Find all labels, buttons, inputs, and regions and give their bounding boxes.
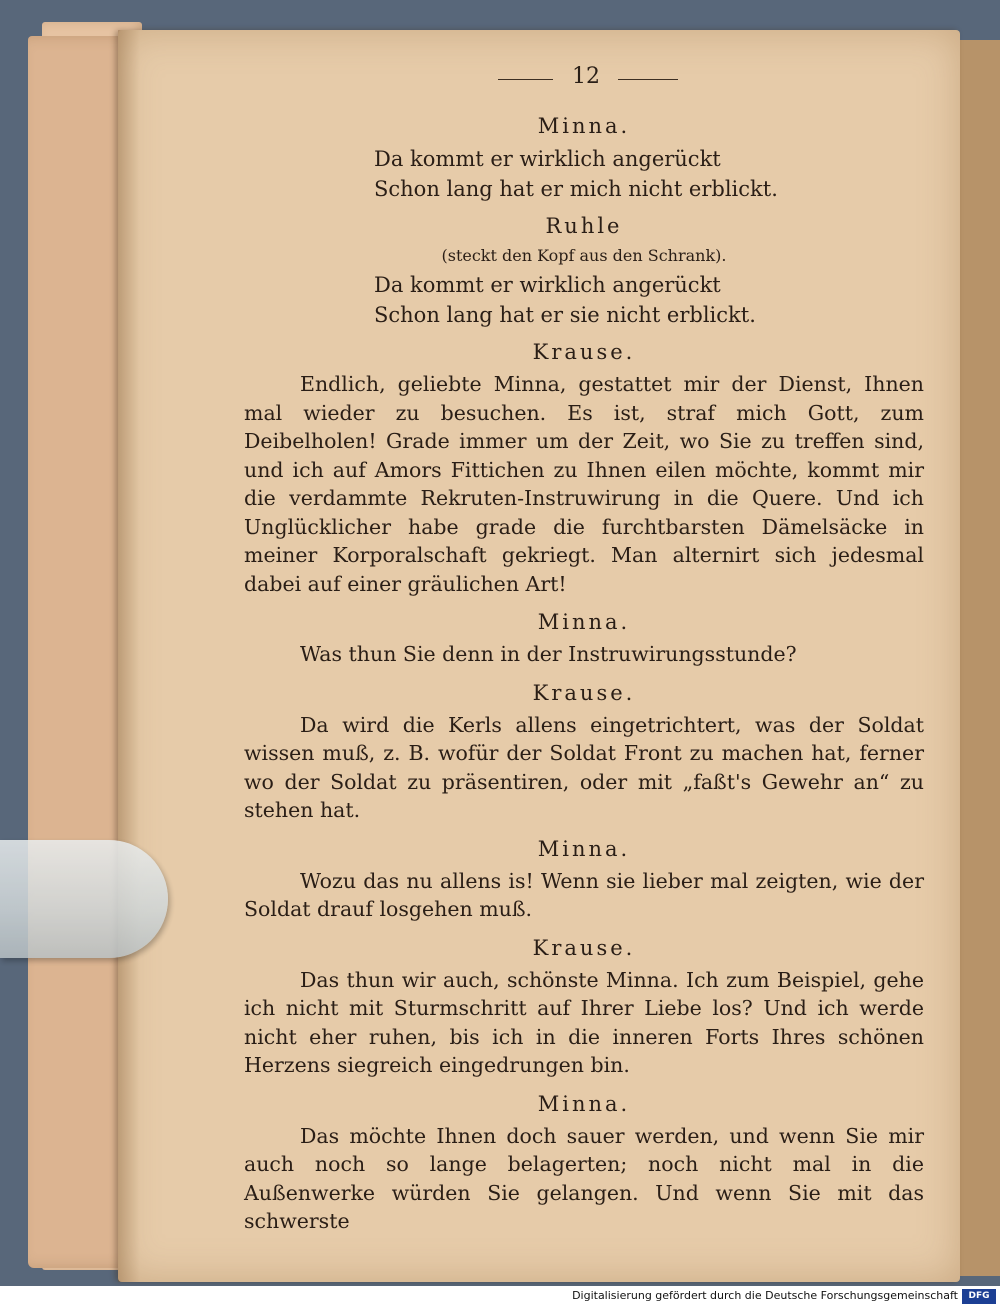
dialogue-block	[244, 934, 924, 1080]
dialogue-text: Endlich, geliebte Minna, gestattet mir der Dienst, Ihnen mal wieder zu besuchen. Es ist, straf mich Gott, zum Deibelholen! Grade immer um der Zeit, wo Sie zu treffen sind, und ich auf Amors Fittichen zu Ihnen eilen möchte, kommt mir die verdammte Rekruten-Instruwirung in die Quere. Und ich Unglücklicher habe grade die furchtbarsten Dämelsäcke in meiner Korporalschaft gekriegt. Man alternirt sich jedesmal dabei auf einer gräulichen Art!	[244, 372, 924, 596]
verse-line: Schon lang hat er sie nicht erblickt.	[374, 303, 756, 327]
speaker-name: Minna.	[537, 1091, 631, 1116]
page-text	[244, 110, 924, 1246]
speaker-name: Krause.	[532, 680, 636, 705]
dialogue-block	[244, 608, 924, 669]
dialogue-block	[244, 1090, 924, 1236]
verse-line: Da kommt er wirklich angerückt	[374, 147, 721, 171]
footer-bar	[0, 1286, 1000, 1308]
book-edge-right	[958, 40, 1000, 1276]
dialogue-text: Das thun wir auch, schönste Minna. Ich zum Beispiel, gehe ich nicht mit Sturmschritt auf Ihrer Liebe los? Und ich werde nicht eher ruhen, bis ich in die inneren Forts Ihres schönen Herzens siegreich eingedrungen bin.	[244, 967, 924, 1077]
page-gutter-shadow	[118, 30, 140, 1282]
dfg-logo-icon: DFG	[962, 1289, 996, 1304]
page-clip	[0, 840, 168, 958]
speaker-name: Minna.	[537, 114, 631, 138]
dialogue-block	[244, 338, 924, 598]
header-rule-right	[618, 79, 678, 80]
dialogue-text: Was thun Sie denn in der Instruwirungsstunde?	[300, 642, 797, 666]
dialogue-text: Wozu das nu allens is! Wenn sie lieber mal zeigten, wie der Soldat drauf losgehen muß.	[244, 868, 924, 921]
dialogue-block	[244, 835, 924, 924]
speaker-name: Ruhle	[545, 214, 623, 238]
page-header	[490, 62, 690, 98]
dialogue-text: Das möchte Ihnen doch sauer werden, und wenn Sie mir auch noch so lange belagerten; noch nicht mal in die Außenwerke würden Sie gelangen. Und wenn Sie mit das schwerste	[244, 1123, 924, 1233]
verse-line: Schon lang hat er mich nicht erblickt.	[374, 177, 778, 201]
header-rule-left	[498, 79, 553, 80]
dialogue-block	[244, 112, 924, 204]
speaker-name: Minna.	[537, 610, 631, 634]
dialogue-text: Da wird die Kerls allens eingetrichtert, was der Soldat wissen muß, z. B. wofür der Soldat Front zu machen hat, ferner wo der Soldat zu präsentiren, oder mit „faßt's Gewehr an“ zu stehen hat.	[244, 712, 924, 822]
page-number: 12	[572, 64, 600, 89]
dialogue-block	[244, 679, 924, 825]
speaker-name: Minna.	[537, 836, 631, 861]
verse-line: Da kommt er wirklich angerückt	[374, 273, 721, 297]
stage-direction: (steckt den Kopf aus den Schrank).	[441, 246, 727, 265]
speaker-name: Krause.	[532, 340, 636, 364]
footer-credit: Digitalisierung gefördert durch die Deutsche Forschungsgemeinschaft	[572, 1289, 958, 1302]
dialogue-block	[244, 212, 924, 330]
speaker-name: Krause.	[532, 935, 636, 960]
